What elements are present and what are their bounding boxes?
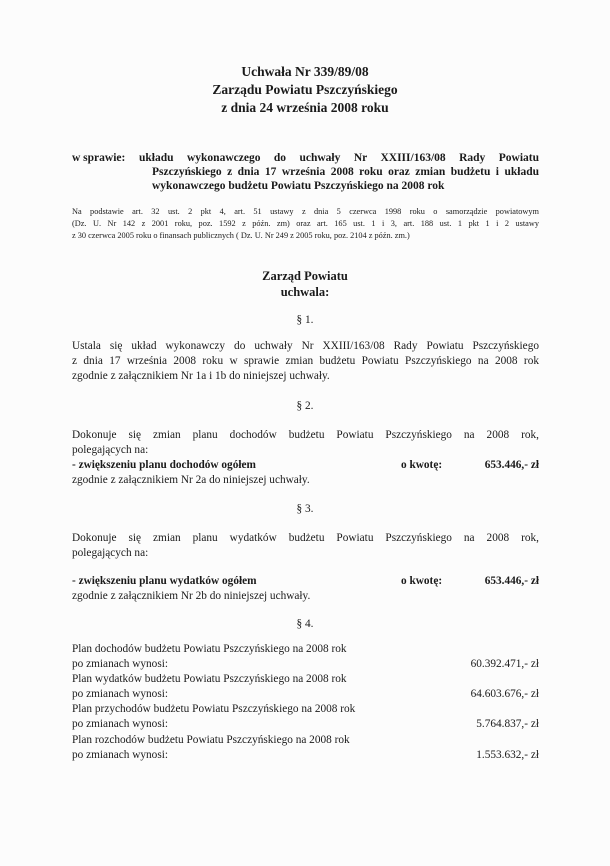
legal-basis-line: (Dz. U. Nr 142 z 2001 roku, poz. 1592 z późn. zm) oraz art. 165 ust. 1 i 3, art. 188 ust. 1 pkt 1 i 2 ustawy xyxy=(72,219,539,228)
section-3-text: polegających na: xyxy=(72,547,149,559)
subject-line: wykonawczego budżetu Powiatu Pszczyńskiego na 2008 rok xyxy=(152,180,445,192)
section-3-text: Dokonuje się zmian planu wydatków budżetu Powiatu Pszczyńskiego na 2008 rok, xyxy=(72,532,539,544)
legal-basis-line: Na podstawie art. 32 ust. 2 pkt 4, art. 51 ustawy z dnia 5 czerwca 1998 roku o samorządzie powiatowym xyxy=(72,207,539,216)
expense-increase-by: o kwotę: xyxy=(401,575,443,587)
plan-expense-label: Plan wydatków budżetu Powiatu Pszczyńskiego na 2008 rok xyxy=(72,673,347,685)
income-increase-by: o kwotę: xyxy=(401,459,443,471)
plan-income-after: po zmianach wynosi: xyxy=(72,658,169,670)
section-2-text: zgodnie z załącznikiem Nr 2a do niniejszej uchwały. xyxy=(72,474,310,486)
section-3-text: zgodnie z załącznikiem Nr 2b do niniejszej uchwały. xyxy=(72,590,311,602)
expense-increase-label: - zwiększeniu planu wydatków ogółem xyxy=(72,575,257,587)
plan-outflow-after: po zmianach wynosi: xyxy=(72,749,169,761)
subject-line: układu wykonawczego do uchwały Nr XXIII/163/08 Rady Powiatu xyxy=(139,152,539,164)
board-heading: Zarząd Powiatu xyxy=(262,269,348,283)
plan-outflow-amount: 1.553.632,- zł xyxy=(476,749,539,761)
board-resolves: uchwala: xyxy=(280,285,330,299)
income-increase-label: - zwiększeniu planu dochodów ogółem xyxy=(72,459,256,471)
plan-income-label: Plan dochodów budżetu Powiatu Pszczyńskiego na 2008 rok xyxy=(72,643,347,655)
plan-revenue-amount: 5.764.837,- zł xyxy=(476,718,539,730)
resolution-date: z dnia 24 września 2008 roku xyxy=(221,100,389,115)
section-1-text: zgodnie z załącznikiem Nr 1a i 1b do niniejszej uchwały. xyxy=(72,370,330,382)
subject-line: Pszczyńskiego z dnia 17 września 2008 roku oraz zmian budżetu i układu xyxy=(152,166,539,178)
plan-expense-after: po zmianach wynosi: xyxy=(72,688,169,700)
plan-outflow-label: Plan rozchodów budżetu Powiatu Pszczyńskiego na 2008 rok xyxy=(72,734,350,746)
section-4-heading: § 4. xyxy=(296,618,314,630)
income-increase-amount: 653.446,- zł xyxy=(484,459,539,471)
section-2-heading: § 2. xyxy=(296,400,314,412)
plan-revenue-after: po zmianach wynosi: xyxy=(72,718,169,730)
section-1-text: z dnia 17 września 2008 roku w sprawie zmian budżetu Powiatu Pszczyńskiego na 2008 rok xyxy=(72,355,539,367)
expense-increase-amount: 653.446,- zł xyxy=(484,575,539,587)
section-1-heading: § 1. xyxy=(296,314,314,326)
section-2-text: polegających na: xyxy=(72,444,149,456)
plan-revenue-label: Plan przychodów budżetu Powiatu Pszczyńskiego na 2008 rok xyxy=(72,703,356,715)
section-2-text: Dokonuje się zmian planu dochodów budżetu Powiatu Pszczyńskiego na 2008 rok, xyxy=(72,429,539,441)
issuing-body: Zarządu Powiatu Pszczyńskiego xyxy=(212,82,398,97)
plan-income-amount: 60.392.471,- zł xyxy=(470,658,539,670)
section-1-text: Ustala się układ wykonawczy do uchwały Nr XXIII/163/08 Rady Powiatu Pszczyńskiego xyxy=(72,340,539,352)
legal-basis-line: z 30 czerwca 2005 roku o finansach publicznych ( Dz. U. Nr 249 z 2005 roku, poz. 2104 z późn. zm.) xyxy=(72,231,410,240)
resolution-number: Uchwała Nr 339/89/08 xyxy=(241,64,369,79)
plan-expense-amount: 64.603.676,- zł xyxy=(470,688,539,700)
section-3-heading: § 3. xyxy=(296,503,314,515)
subject-label: w sprawie: xyxy=(72,152,126,164)
